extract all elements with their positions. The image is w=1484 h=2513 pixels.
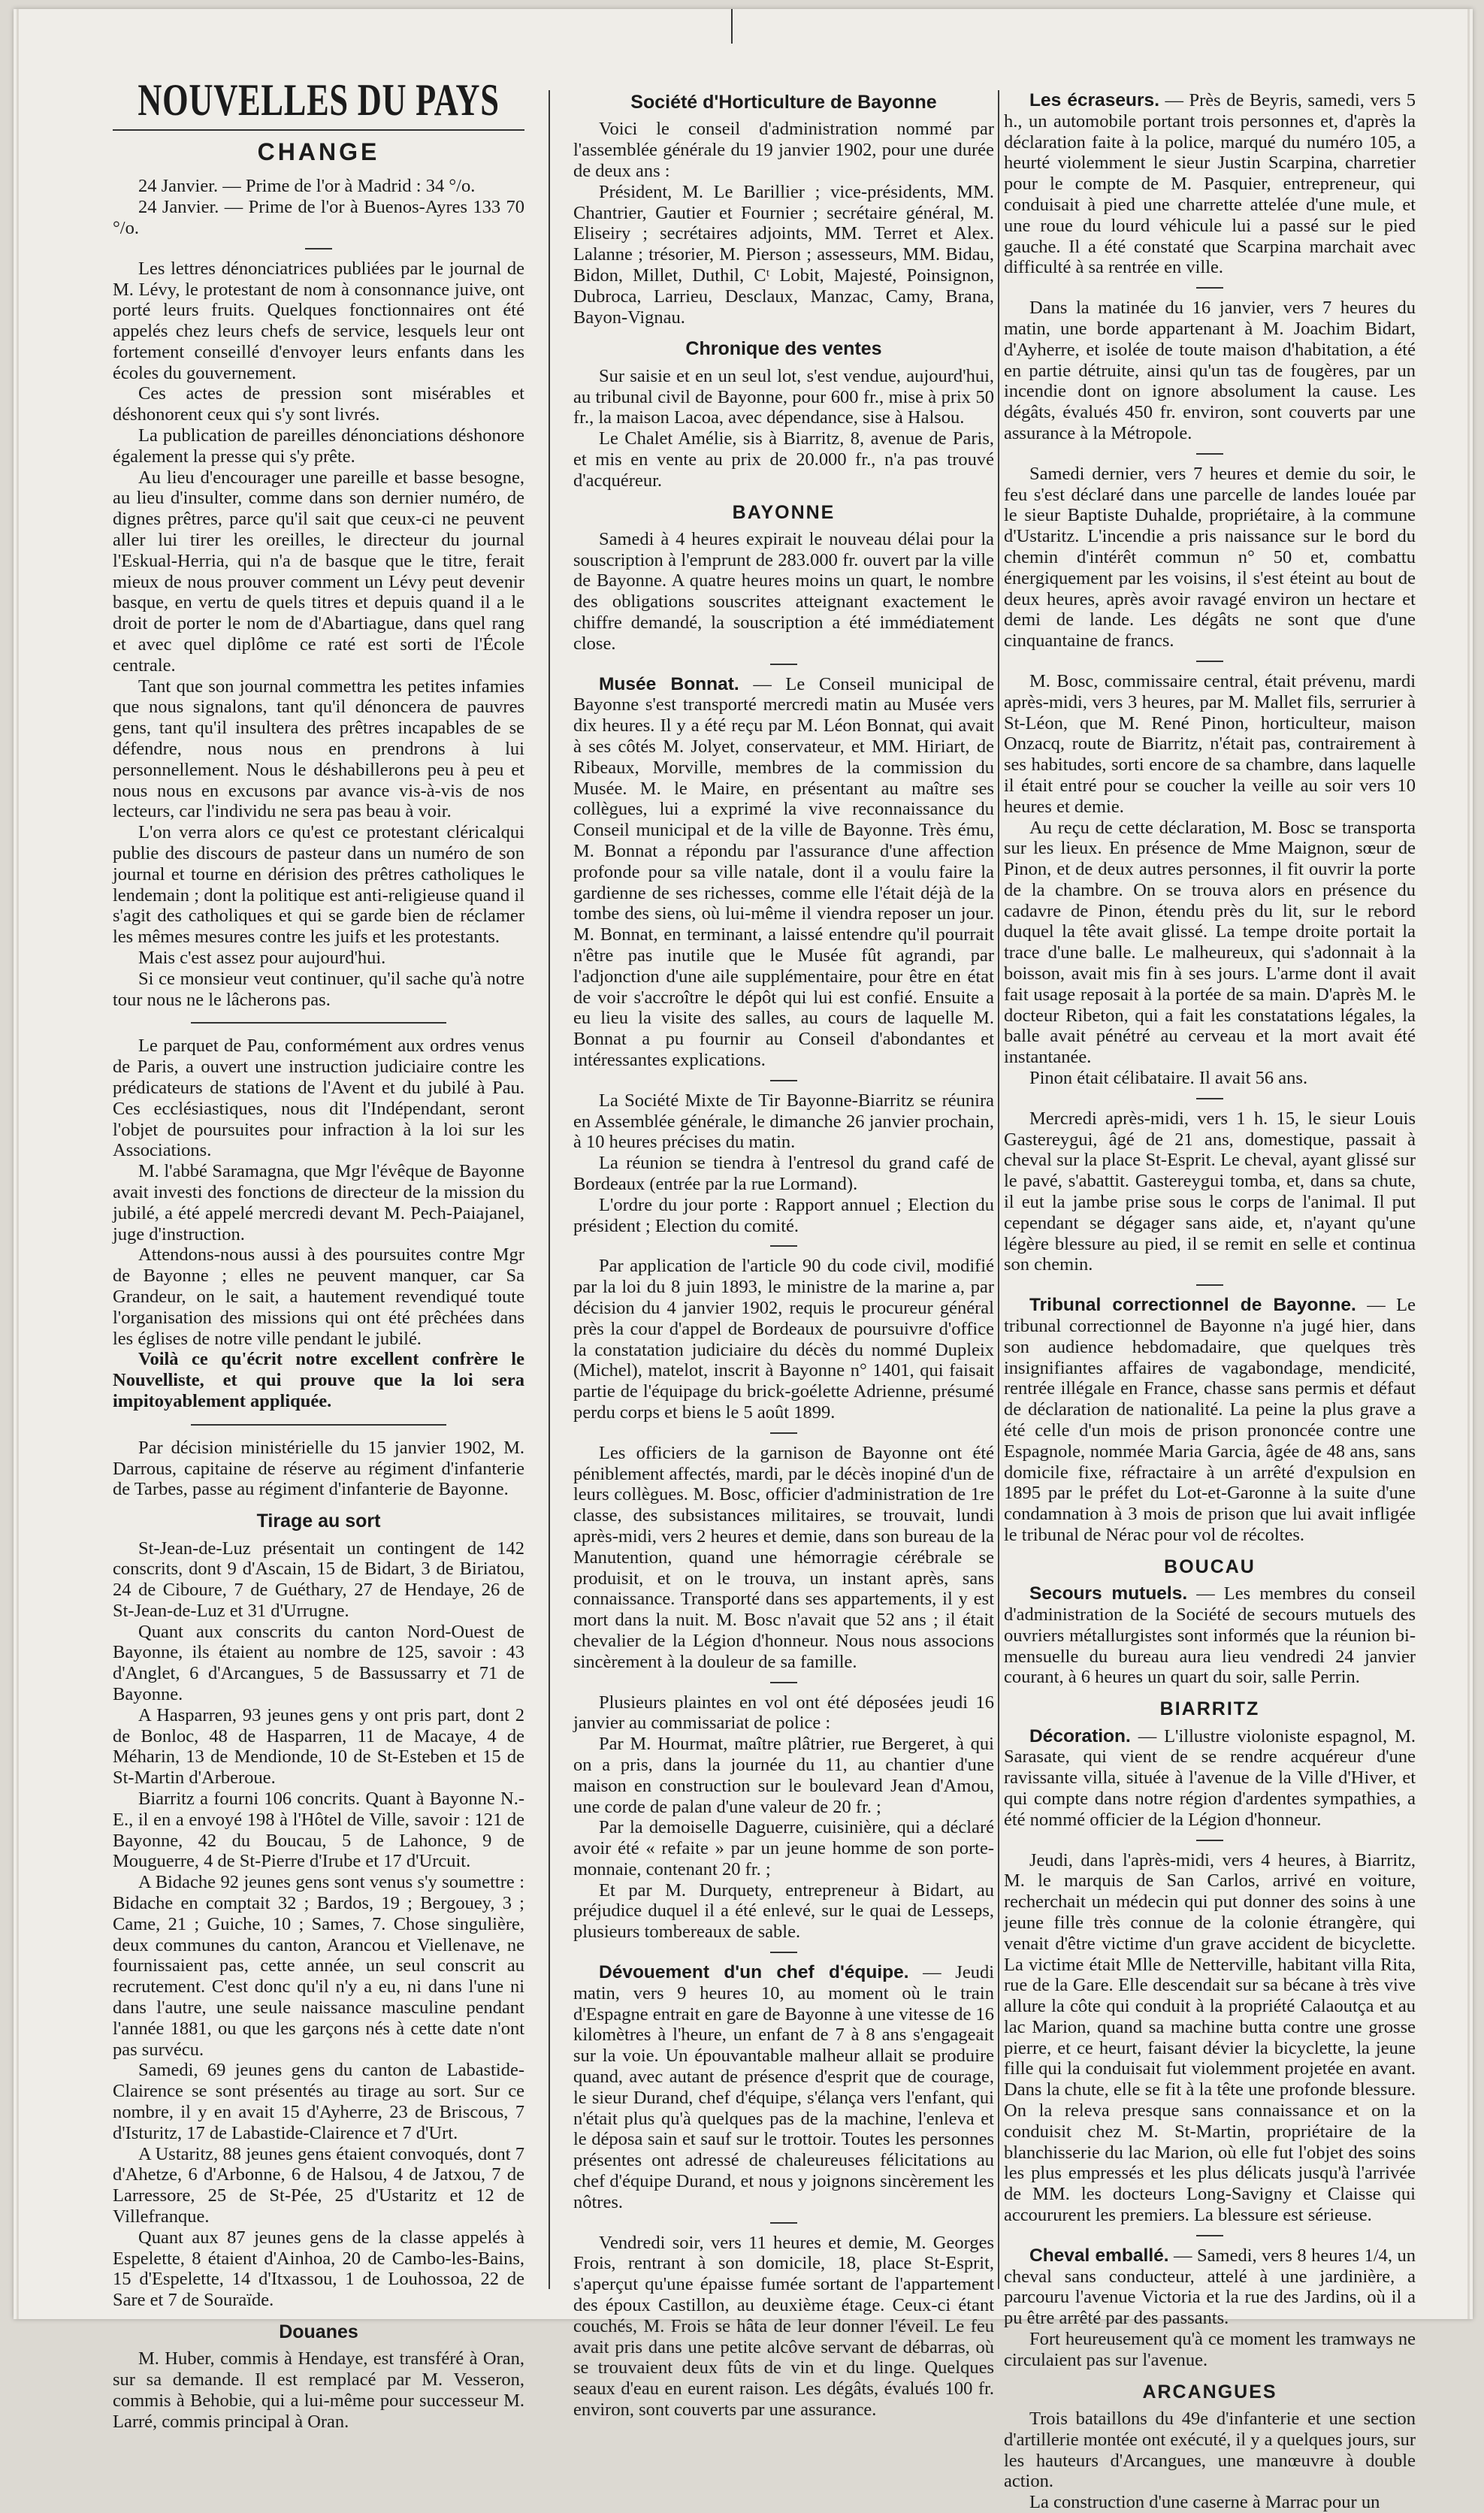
boucau-heading: BOUCAU: [1164, 1556, 1256, 1577]
article-paragraph: [1004, 1726, 1416, 1831]
article-paragraph: Les lettres dénonciatrices publiées par le journal de M. Lévy, le protestant de nom à consonnance juive, ont porté leurs fruits. Quelques fonctionnaires ont été appelés chez leurs chefs de service, lesquels leur ont fortement conseillé d'envoyer leurs enfants dans les écoles du gouvernement.: [113, 258, 524, 383]
separator: [1196, 1284, 1223, 1286]
separator: [1196, 287, 1223, 289]
article-paragraph: [573, 674, 994, 1071]
change-madrid: 24 Janvier. — Prime de l'or à Madrid : 34 °/o.: [138, 176, 476, 197]
article-paragraph: M. Bosc, commissaire central, était prévenu, mardi après-midi, vers 3 heures, par M. Mallet fils, serrurier à St-Léon, que M. René Pinon, horticulteur, maison Onzacq, route de Biarritz, n'était pas, contrairement à ses habitudes, sorti encore de sa chambre, dans laquelle il était entré pour se coucher la veille au soir vers 10 heures et demie.: [1004, 670, 1416, 817]
article-paragraph: Mais c'est assez pour aujourd'hui.: [138, 948, 386, 968]
separator: [1196, 1840, 1223, 1841]
right-fold-shadow: [1467, 9, 1470, 2319]
tirage-heading: Tirage au sort: [256, 1511, 381, 1532]
article-paragraph: [1004, 1295, 1416, 1546]
article-paragraph: A Bidache 92 jeunes gens sont venus s'y soumettre : Bidache en comptait 32 ; Bardos, 19 ; Bergouey, 3 ; Came, 21 ; Guiche, 10 ; Sames, 7. Chose singulière, deux communes du canton, Arancou et Viellenave, ne fournissaient pas, cette année, un seul conscrit au recrutement. C'est donc qu'il n'y a eu, ni dans l'une ni dans l'autre, une seule naissance masculine pendant l'année 1881, ou que les garçons nés à cette date n'ont pas survécu.: [113, 1872, 524, 2060]
article-paragraph: Quant aux 87 jeunes gens de la classe appelés à Espelette, 8 étaient d'Ainhoa, 20 de Cambo-les-Bains, 15 d'Espelette, 14 d'Itxassou, 1 de Louhossoa, 22 de Sare et 7 de Souraïde.: [113, 2227, 524, 2311]
devouement-text: — Jeudi matin, vers 9 heures 10, au moment où le train d'Espagne entrait en gare de Bayonne à une vitesse de 16 kilomètres à l'heure, un enfant de 7 à 8 ans s'engageait sur la voie. Un épouvantable malheur allait se produire quand, avec autant de présence d'esprit que de courage, le sieur Durand, chef d'équipe, s'élança vers l'enfant, qui n'était plus qu'à quelques pas de la machine, l'enleva et le déposa sain et sauf sur le trottoir. Toutes les personnes présentes ont adressé de chaleureuses félicitations au chef d'équipe Durand, et nous y joignons sincèrement les nôtres.: [573, 1962, 994, 2212]
article-paragraph: Vendredi soir, vers 11 heures et demie, M. Georges Frois, rentrant à son domicile, 18, place St-Esprit, s'aperçut qu'une épaisse fumée sortant de l'appartement des époux Castillon, au deuxième étage. Ceux-ci étant couchés, M. Frois se hâta de leur donner l'éveil. Le feu avait pris dans une petite alcôve servant de débarras, où se trouvaient deux fûts de vin et du linge. Quelques seaux d'eau en eurent raison. Les dégâts, évalués 100 fr. environ, sont couverts par une assurance.: [573, 2232, 994, 2421]
article-paragraph: Voilà ce qu'écrit notre excellent confrère le Nouvelliste, et qui prouve que la loi sera impitoyablement appliquée.: [113, 1349, 524, 1411]
article-paragraph: Plusieurs plaintes en vol ont été déposées jeudi 16 janvier au commissariat de police :: [573, 1692, 994, 1734]
ecraseurs-text: — Près de Beyris, samedi, vers 5 h., un automobile portant trois personnes et, d'après la déclaration faite à la police, marqué du numéro 105, a heurté violemment le sieur Justin Scarpina, charretier pour le compte de M. Pasquier, entrepreneur, qui conduisait à pied une charrette attelée d'une mule, et une roue du lourd véhicule lui a passé sur le pied gauche. Il a été constaté que Scarpina marchait avec difficulté à sa rentrée en ville.: [1004, 90, 1416, 278]
article-paragraph: Tant que son journal commettra les petites infamies que nous signalons, tant qu'il dénoncera de pauvres gens, tant qu'il insultera des prêtres incapables de se défendre, nous nous en prendrons à lui personnellement. Nous le déshabillerons peu à peu et nous nous en excusons par avance vis-à-vis de nos lecteurs, car l'individu ne sera pas beau à voir.: [113, 676, 524, 822]
biarritz-heading: BIARRITZ: [1159, 1698, 1260, 1720]
article-paragraph: M. l'abbé Saramagna, que Mgr l'évêque de Bayonne avait investi des fonctions de directeur de la mission du jubilé, a été appelé mercredi devant M. Pech-Paiajanel, juge d'instruction.: [113, 1161, 524, 1244]
article-paragraph: A Ustaritz, 88 jeunes gens étaient convoqués, dont 7 d'Ahetze, 6 d'Arbonne, 6 de Halsou, 4 de Jatxou, 7 de Larressore, 25 de St-Pée, 25 d'Ustaritz et 12 de Villefranque.: [113, 2143, 524, 2227]
article-paragraph: [1004, 2245, 1416, 2329]
article-paragraph: Le parquet de Pau, conformément aux ordres venus de Paris, a ouvert une instruction judiciaire contre les prédicateurs de stations de l'Avent et du jubilé à Pau. Ces ecclésiastiques, nous dit l'Indépendant, seront l'objet de poursuites pour infraction à la loi sur les Associations.: [113, 1036, 524, 1161]
article-paragraph: Par la demoiselle Daguerre, cuisinière, qui a déclaré avoir été « refaite » par un jeune homme de son porte-monnaie, contenant 20 fr. ;: [573, 1817, 994, 1879]
separator: [770, 1080, 797, 1081]
column-middle: [573, 75, 994, 2421]
separator: [1196, 2235, 1223, 2236]
article-paragraph: Samedi dernier, vers 7 heures et demie du soir, le feu s'est déclaré dans une parcelle de landes louée par le sieur Baptiste Duhalde, propriétaire, à la commune d'Ustaritz. L'incendie a pris naissance sur le bord du chemin d'intérêt commun n° 50 et, combattu énergiquement par les voisins, il s'est éteint au bout de deux heures, après avoir ravagé environ un hectare et demi de lande. Les dégâts ne sont que d'une cinquantaine de francs.: [1004, 463, 1416, 652]
article-paragraph: La publication de pareilles dénonciations déshonore également la presse qui s'y prête.: [113, 425, 524, 467]
column-right: [1004, 75, 1416, 2513]
top-fold-mark: [731, 9, 733, 44]
decoration-lead: Décoration.: [1029, 1725, 1131, 1746]
article-paragraph: St-Jean-de-Luz présentait un contingent de 142 conscrits, dont 9 d'Ascain, 15 de Bidart, 3 de Biriatou, 24 de Ciboure, 7 de Guéthary, 27 de Hendaye, 26 de St-Jean-de-Luz et 31 d'Urrugne.: [113, 1538, 524, 1621]
article-paragraph: La Société Mixte de Tir Bayonne-Biarritz se réunira en Assemblée générale, le dimanche 26 janvier prochain, à 10 heures précises du matin.: [573, 1090, 994, 1153]
article-paragraph: Quant aux conscrits du canton Nord-Ouest de Bayonne, ils étaient au nombre de 125, savoir : 43 d'Anglet, 6 d'Arcangues, 5 de Bassussarry et 71 de Bayonne.: [113, 1621, 524, 1705]
article-paragraph: Ces actes de pression sont misérables et déshonorent ceux qui s'y sont livrés.: [113, 383, 524, 425]
article-paragraph: Au lieu d'encourager une pareille et basse besogne, au lieu d'insulter, comme dans son dernier numéro, de dignes prêtres, parce qu'il sait que ceux-ci ne peuvent aller lui tirer les oreilles, le directeur du journal l'Eskual-Herria, qui n'a de basque que le titre, ferait mieux de nous prouver comment un Lévy peut devenir basque, en vertu de quels titres et depuis quand il a le droit de porter le nom de d'Abartiague, dans quel rang et avec quel diplôme ce raté est sorti de l'École centrale.: [113, 467, 524, 676]
title-rule: [113, 129, 524, 131]
change-buenos-ayres: 24 Janvier. — Prime de l'or à Buenos-Ayres 133 70 °/o.: [113, 197, 524, 238]
article-paragraph: Pinon était célibataire. Il avait 56 ans.: [1029, 1068, 1308, 1089]
article-paragraph: Dans la matinée du 16 janvier, vers 7 heures du matin, une borde appartenant à M. Joachim Bidart, d'Ayherre, et isolée de toute maison d'habitation, a été en partie détruite, ainsi qu'un tas de fougères, par un incendie dont on ignore absolument la cause. Les dégâts, évalués 450 fr. environ, sont couverts par une assurance à la Métropole.: [1004, 298, 1416, 443]
horticulture-heading: Société d'Horticulture de Bayonne: [630, 92, 937, 113]
devouement-lead: Dévouement d'un chef d'équipe.: [599, 1962, 909, 1983]
article-paragraph: Jeudi, dans l'après-midi, vers 4 heures, à Biarritz, M. le marquis de San Carlos, arrivé en voiture, recherchait un médecin qui put donner des soins à une jeune fille très connue de la colonie étrangère, qui venait d'être victime d'un grave accident de bicyclette. La victime était Mlle de Netterville, habitant villa Rita, rue de la Gare. Elle descendait sur sa bécane à très vive allure la côte qui conduit à la propriété Calaoutça et au lac Marion, quand sa machine butta contre une grosse pierre, et ce heurt, faisant dévier la bicyclette, la jeune fille qui la conduisait fut violemment projetée en avant. Dans la chute, elle se fit à la tête une profonde blessure. On la releva presque sans connaissance et on la conduisit chez M. St-Martin, propriétaire de la blanchisserie du lac Marion, où elle fut l'objet des soins les plus empressés et les plus délicats jusqu'à l'arrivée de MM. les docteurs Long-Savigny et Claisse qui accoururent les premiers. La blessure est sérieuse.: [1004, 1849, 1416, 2226]
bayonne-heading: BAYONNE: [732, 501, 836, 523]
column-rule-1: [549, 90, 550, 2289]
bonnat-text: — Le Conseil municipal de Bayonne s'est transporté mercredi matin au Musée vers dix heures. Il y a été reçu par M. Léon Bonnat, qui avait à ses côtés M. Jolyet, conservateur, et MM. Hiriart, de Ribeaux, Morville, membres de la commission du Musée. M. le Maire, en présentant au maître ses collègues, lui a exprimé la vive reconnaissance du Conseil municipal et de la ville de Bayonne. Très ému, M. Bonnat a répondu par l'assurance d'une affection profonde pour sa ville natale, dont il a voulu faire la gardienne de ses richesses, comme elle l'était déjà de la tombe des siens, où lui-même il viendra reposer un jour. M. Bonnat, en terminant, a laissé entendre qu'il pourrait n'être pas inutile que le Musée fût agrandi, par l'adjonction d'une aile supplémentaire, pour être en état de voir s'accroître le dépôt qui lui est confié. Ensuite a eu lieu la visite des salles, au cours de laquelle M. Bonnat a pu fournir au Conseil d'abondantes et intéressantes explications.: [573, 673, 994, 1070]
article-paragraph: Si ce monsieur veut continuer, qu'il sache qu'à notre tour nous ne le lâcherons pas.: [113, 968, 524, 1010]
article-paragraph: Au reçu de cette déclaration, M. Bosc se transporta sur les lieux. En présence de Mme Maignon, sœur de Pinon, et de deux autres personnes, il fit ouvrir la porte de la chambre. On se trouva alors en présence du cadavre de Pinon, étendu près du lit, sur le rebord duquel la tête avait glissé. La tempe droite portait la trace d'une balle. Le malheureux, qui s'adonnait à la boisson, avait mis fin à ses jours. L'arme dont il avait fait usage reposait à la portée de sa main. D'après M. le docteur Ribeton, qui a fait les constatations légales, la balle avait pénétré au cerveau et la mort avait été instantanée.: [1004, 817, 1416, 1068]
article-paragraph: Attendons-nous aussi à des poursuites contre Mgr de Bayonne ; elles ne peuvent manquer, car Sa Grandeur, on le sait, a hautement revendiqué toute l'organisation des missions qui ont été prêchées dans les églises de notre ville pendant le jubilé.: [113, 1244, 524, 1349]
arcangues-heading: ARCANGUES: [1142, 2381, 1277, 2403]
article-paragraph: Samedi à 4 heures expirait le nouveau délai pour la souscription à l'emprunt de 283.000 fr. ouvert par la ville de Bayonne. A quatre heures moins un quart, le nombre des obligations souscrites atteignant exactement le chiffre demandé, la souscription a été immédiatement close.: [573, 528, 994, 654]
ecraseurs-lead: Les écraseurs.: [1029, 90, 1159, 110]
article-paragraph: Biarritz a fourni 106 concrits. Quant à Bayonne N.-E., il en a envoyé 198 à l'Hôtel de Ville, savoir : 121 de Bayonne, 42 du Boucau, 5 de Lahonce, 9 de Mouguerre, 4 de St-Pierre d'Irube et 17 d'Urcuit.: [113, 1789, 524, 1872]
column-left: [113, 75, 524, 2432]
article-paragraph: Samedi, 69 jeunes gens du canton de Labastide-Clairence se sont présentés au tirage au sort. Sur ce nombre, il y en avait 15 d'Ayherre, 23 de Briscous, 7 d'Isturitz, 17 de Labastide-Clairence et 7 d'Urt.: [113, 2060, 524, 2143]
article-paragraph: Par décision ministérielle du 15 janvier 1902, M. Darrous, capitaine de réserve au régiment d'infanterie de Tarbes, passe au régiment d'infanterie de Bayonne.: [113, 1437, 524, 1500]
separator: [191, 1022, 446, 1024]
article-paragraph: M. Huber, commis à Hendaye, est transféré à Oran, sur sa demande. Il est remplacé par M. Vesseron, commis à Behobie, qui a lui-même pour successeur M. Larré, commis principal à Oran.: [113, 2348, 524, 2432]
article-paragraph: La construction d'une caserne à Marrac pour un: [1029, 2492, 1380, 2513]
article-paragraph: Fort heureusement qu'à ce moment les tramways ne circulaient pas sur l'avenue.: [1004, 2329, 1416, 2370]
article-paragraph: [1004, 1583, 1416, 1688]
separator: [770, 1432, 797, 1434]
secours-lead: Secours mutuels.: [1029, 1583, 1188, 1604]
article-paragraph: Et par M. Durquety, entrepreneur à Bidart, au préjudice duquel il a été enlevé, sur le quai de Lesseps, plusieurs tombereaux de sable.: [573, 1879, 994, 1943]
article-paragraph: [573, 1962, 994, 2213]
page-title: NOUVELLES DU PAYS: [138, 75, 500, 125]
cheval-lead: Cheval emballé.: [1029, 2245, 1169, 2266]
separator: [1196, 661, 1223, 662]
ventes-heading: Chronique des ventes: [685, 338, 882, 360]
separator: [770, 1682, 797, 1683]
left-fold-shadow: [17, 9, 19, 2319]
separator: [770, 2222, 797, 2224]
article-paragraph: Président, M. Le Barillier ; vice-présidents, MM. Chantrier, Gautier et Fournier ; secrétaire général, M. Eliseiry ; secrétaires adjoints, MM. Terret et Alex. Lalanne ; trésorier, M. Pierson ; assesseurs, MM. Bidau, Bidon, Millet, Duthil, Cᵗ Lobit, Majesté, Poinsignon, Dubroca, Larrieu, Desclaux, Manzac, Camy, Brana, Bayon-Vignau.: [573, 181, 994, 328]
separator: [1196, 1098, 1223, 1099]
cheval-text: — Samedi, vers 8 heures 1/4, un cheval sans conducteur, attelé à une jardinière, a parcouru l'avenue Victoria et la rue des Jardins, où il a pu être arrêté par des passants.: [1004, 2245, 1416, 2329]
article-paragraph: L'on verra alors ce qu'est ce protestant cléricalqui publie des discours de pasteur dans un numéro de son journal et tourne en dérision des prêtres catholiques le lendemain ; dont la politique est anti-religieuse quand il s'agit des catholiques et qui se garde bien de réclamer les mêmes mesures contre les juifs et les protestants.: [113, 822, 524, 948]
article-paragraph: Par application de l'article 90 du code civil, modifié par la loi du 8 juin 1893, le ministre de la marine a, par décision du 4 janvier 1902, requis le procureur général près la cour d'appel de Bordeaux de poursuivre d'office la constatation judiciaire du décès du nommé Dupleix (Michel), matelot, inscrit à Bayonne n° 1401, qui faisait partie de l'équipage du brick-goélette Adrienne, présumé perdu corps et biens le 5 août 1899.: [573, 1256, 994, 1423]
tribunal-text: — Le tribunal correctionnel de Bayonne n'a jugé hier, dans son audience hebdomadaire, que quelques très insignifiantes affaires de vagabondage, mendicité, rentrée illégale en France, chasse sans permis et défaut de déclaration de nationalité. La peine la plus grave a été celle d'un mois de prison prononcée contre une Espagnole, nommée Maria Garcia, âgée de 48 ans, sans domicile fixe, réfractaire à un arrêté d'expulsion en 1895 par le préfet du Lot-et-Garonne à la suite d'une condamnation à 3 mois de prison que lui avait infligée le tribunal de Nérac pour vol de récoltes.: [1004, 1295, 1416, 1545]
separator: [770, 1245, 797, 1247]
article-paragraph: A Hasparren, 93 jeunes gens y ont pris part, dont 2 de Bonloc, 48 de Hasparren, 11 de Macaye, 4 de Méharin, 13 de Mendionde, 10 de St-Esteben et 15 de St-Martin d'Arberoue.: [113, 1704, 524, 1789]
article-paragraph: L'ordre du jour porte : Rapport annuel ; Election du président ; Election du comité.: [573, 1194, 994, 1236]
secours-text: — Les membres du conseil d'administration de la Société de secours mutuels des ouvriers métallurgistes sont informés que la réunion bi-mensuelle du bureau aura lieu vendredi 24 janvier courant, à 6 heures un quart du soir, salle Perrin.: [1004, 1583, 1416, 1688]
separator: [770, 664, 797, 665]
article-paragraph: Trois bataillons du 49e d'infanterie et une section d'artillerie montée ont exécuté, il y a quelques jours, sur les hauteurs d'Arcangues, une manœuvre à double action.: [1004, 2409, 1416, 2492]
separator: [770, 1952, 797, 1953]
article-paragraph: [1004, 90, 1416, 278]
article-paragraph: Les officiers de la garnison de Bayonne ont été péniblement affectés, mardi, par le décès inopiné d'un de leurs collègues. M. Bosc, officier d'administration de 1re classe, des subsistances militaires, se trouvait, lundi après-midi, vers 2 heures et demie, dans son bureau de la Manutention, quand une hémorragie cérébrale se produisit, et on le trouva, un instant après, sans connaissance. Transporté dans ses appartements, il y est mort dans la nuit. M. Bosc n'avait que 52 ans ; il était chevalier de la Légion d'honneur. Nous nous associons sincèrement à la douleur de sa famille.: [573, 1442, 994, 1672]
separator: [1196, 453, 1223, 455]
bonnat-lead: Musée Bonnat.: [599, 673, 739, 694]
separator: [191, 1424, 446, 1426]
change-heading: CHANGE: [257, 138, 380, 165]
article-paragraph: Le Chalet Amélie, sis à Biarritz, 8, avenue de Paris, et mis en vente au prix de 20.000 fr., n'a pas trouvé d'acquéreur.: [573, 428, 994, 491]
article-paragraph: Par M. Hourmat, maître plâtrier, rue Bergeret, à qui on a pris, dans la journée du 11, au chantier d'une maison en construction sur le boulevard Jean d'Amou, une corde de palan d'une valeur de 20 fr. ;: [573, 1734, 994, 1817]
article-paragraph: Mercredi après-midi, vers 1 h. 15, le sieur Louis Gastereygui, âgé de 21 ans, domestique, passait à cheval sur la place St-Esprit. Le cheval, ayant glissé sur le pavé, s'abattit. Gastereygui tomba, et, dans sa chute, il eut la jambe prise sous le corps de l'animal. Il put cependant se dégager sans aide, et, n'ayant qu'une légère blessure au pied, il se remit en selle et continua son chemin.: [1004, 1108, 1416, 1275]
article-paragraph: Sur saisie et en un seul lot, s'est vendue, aujourd'hui, au tribunal civil de Bayonne, pour 600 fr., mise à prix 50 fr., la maison Lacoa, avec dépendance, sise à Halsou.: [573, 365, 994, 428]
tribunal-lead: Tribunal correctionnel de Bayonne.: [1029, 1295, 1356, 1316]
newspaper-page: [14, 9, 1473, 2513]
douanes-heading: Douanes: [279, 2321, 358, 2342]
decoration-text: — L'illustre violoniste espagnol, M. Sarasate, qui vient de se rendre acquéreur d'une ravissante villa, située à l'avenue de la Ville d'Hiver, et qui compte dans notre région d'ardentes sympathies, a été nommé officier de la Légion d'honneur.: [1004, 1725, 1416, 1830]
article-paragraph: La réunion se tiendra à l'entresol du grand café de Bordeaux (entrée par la rue Lormand).: [573, 1153, 994, 1194]
article-paragraph: Voici le conseil d'administration nommé par l'assemblée générale du 19 janvier 1902, pour une durée de deux ans :: [573, 119, 994, 181]
separator: [305, 248, 332, 249]
column-rule-2: [998, 90, 999, 2289]
